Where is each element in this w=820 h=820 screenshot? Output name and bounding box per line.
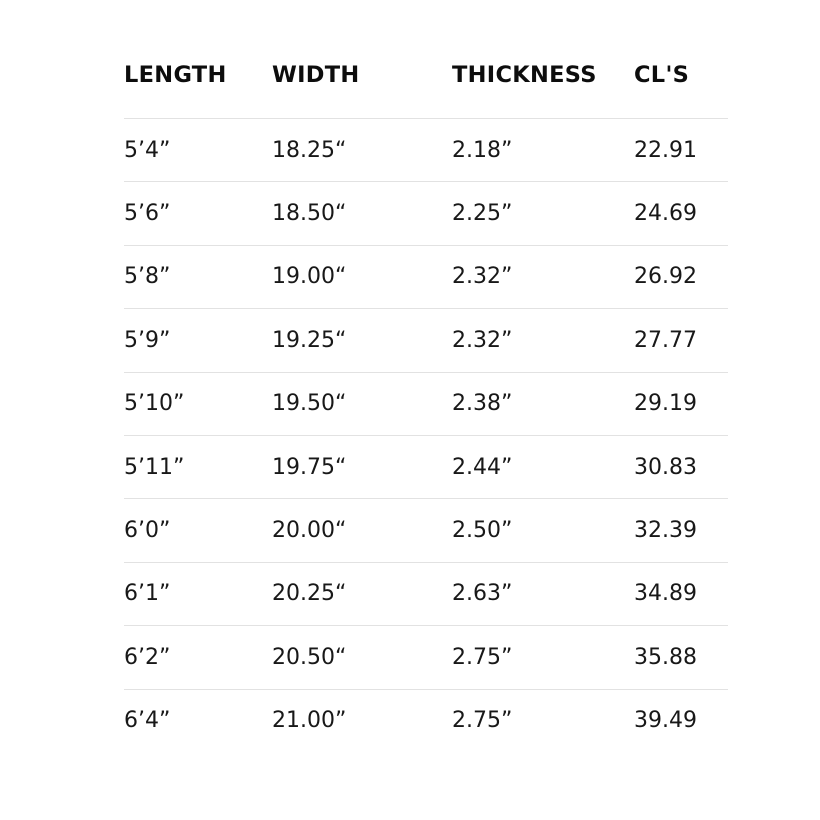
cell-length: 6’4” [124, 689, 272, 752]
cell-width: 18.50“ [272, 182, 452, 245]
table-header-row [124, 62, 728, 119]
cell-thickness: 2.44” [452, 435, 634, 498]
cell-thickness: 2.25” [452, 182, 634, 245]
cell-thickness: 2.75” [452, 626, 634, 689]
table-row [124, 499, 728, 562]
cell-width: 20.50“ [272, 626, 452, 689]
cell-width: 19.75“ [272, 435, 452, 498]
cell-thickness: 2.50” [452, 499, 634, 562]
table-body [124, 119, 728, 752]
table-row [124, 245, 728, 308]
cell-width: 21.00” [272, 689, 452, 752]
cell-thickness: 2.18” [452, 119, 634, 182]
table-row [124, 435, 728, 498]
column-header-length: LENGTH [124, 62, 227, 88]
cell-cls: 30.83 [634, 435, 728, 498]
table-row [124, 309, 728, 372]
cell-cls: 24.69 [634, 182, 728, 245]
table-row [124, 689, 728, 752]
cell-thickness: 2.32” [452, 309, 634, 372]
cell-cls: 26.92 [634, 245, 728, 308]
column-header-cls: CL'S [634, 62, 690, 88]
table-row [124, 372, 728, 435]
cell-length: 5’6” [124, 182, 272, 245]
cell-cls: 39.49 [634, 689, 728, 752]
column-header-thickness: THICKNESS [452, 62, 597, 88]
cell-length: 5’4” [124, 119, 272, 182]
cell-width: 19.25“ [272, 309, 452, 372]
cell-cls: 27.77 [634, 309, 728, 372]
table-row [124, 626, 728, 689]
table-row [124, 562, 728, 625]
cell-width: 20.00“ [272, 499, 452, 562]
cell-thickness: 2.75” [452, 689, 634, 752]
cell-thickness: 2.32” [452, 245, 634, 308]
cell-cls: 32.39 [634, 499, 728, 562]
cell-cls: 34.89 [634, 562, 728, 625]
board-size-table [124, 62, 728, 752]
cell-width: 19.50“ [272, 372, 452, 435]
cell-thickness: 2.63” [452, 562, 634, 625]
cell-cls: 35.88 [634, 626, 728, 689]
cell-length: 6’0” [124, 499, 272, 562]
cell-length: 5’9” [124, 309, 272, 372]
column-header-width: WIDTH [272, 62, 360, 88]
cell-length: 5’8” [124, 245, 272, 308]
cell-width: 19.00“ [272, 245, 452, 308]
cell-length: 5’10” [124, 372, 272, 435]
table-row [124, 119, 728, 182]
cell-length: 6’1” [124, 562, 272, 625]
cell-thickness: 2.38” [452, 372, 634, 435]
cell-length: 6’2” [124, 626, 272, 689]
table-row [124, 182, 728, 245]
table-header [124, 62, 728, 119]
cell-length: 5’11” [124, 435, 272, 498]
cell-cls: 22.91 [634, 119, 728, 182]
cell-width: 20.25“ [272, 562, 452, 625]
cell-cls: 29.19 [634, 372, 728, 435]
cell-width: 18.25“ [272, 119, 452, 182]
